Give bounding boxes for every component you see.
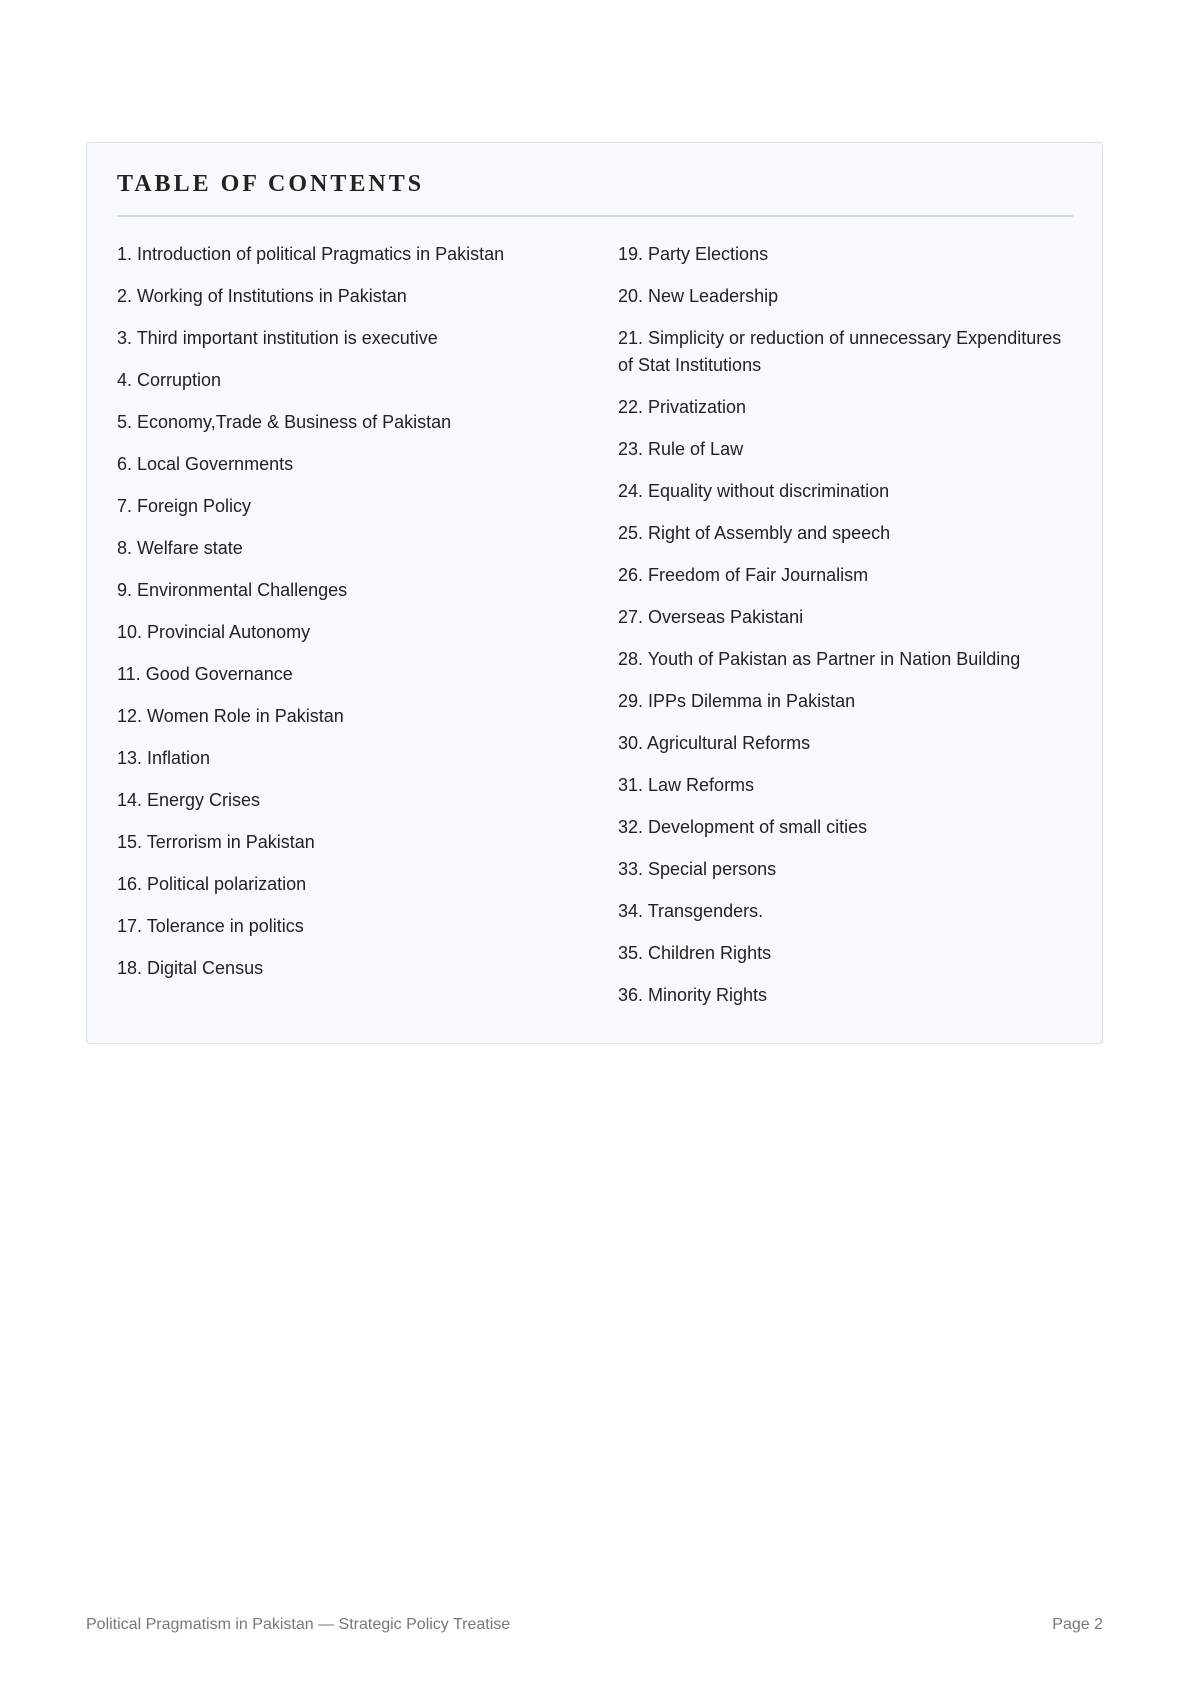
toc-entry[interactable]: 8. Welfare state — [117, 538, 243, 558]
toc-entry[interactable]: 18. Digital Census — [117, 958, 264, 978]
toc-entry[interactable]: 15. Terrorism in Pakistan — [117, 832, 315, 852]
toc-entry[interactable]: 34. Transgenders. — [618, 901, 764, 921]
toc-entry[interactable]: 4. Corruption — [117, 370, 222, 390]
toc-entry[interactable]: 35. Children Rights — [618, 943, 772, 963]
toc-entry[interactable]: 30. Agricultural Reforms — [618, 733, 811, 753]
toc-entry[interactable]: 10. Provincial Autonomy — [117, 622, 311, 642]
toc-entry[interactable]: 5. Economy,Trade & Business of Pakistan — [117, 412, 452, 432]
footer-page-number: Page 2 — [1052, 1616, 1103, 1633]
toc-right-column — [618, 241, 1078, 1024]
toc-entry[interactable]: 26. Freedom of Fair Journalism — [618, 565, 869, 585]
toc-entry[interactable]: 9. Environmental Challenges — [117, 580, 348, 600]
toc-entry[interactable]: 16. Political polarization — [117, 874, 307, 894]
toc-entry[interactable]: 36. Minority Rights — [618, 985, 768, 1005]
toc-left-column — [117, 241, 587, 997]
footer-document-title: Political Pragmatism in Pakistan — Strategic Policy Treatise — [86, 1616, 511, 1633]
toc-entry[interactable]: 20. New Leadership — [618, 286, 779, 306]
toc-entry[interactable]: 23. Rule of Law — [618, 439, 744, 459]
toc-entry[interactable]: 31. Law Reforms — [618, 775, 755, 795]
toc-entry[interactable]: 29. IPPs Dilemma in Pakistan — [618, 691, 856, 711]
toc-entry[interactable]: 32. Development of small cities — [618, 817, 868, 837]
toc-entry[interactable]: 24. Equality without discrimination — [618, 481, 890, 501]
toc-entry[interactable]: 17. Tolerance in politics — [117, 916, 304, 936]
toc-entry[interactable]: 14. Energy Crises — [117, 790, 261, 810]
toc-entry[interactable]: 28. Youth of Pakistan as Partner in Nation Building — [618, 649, 1021, 669]
toc-entry[interactable]: 7. Foreign Policy — [117, 496, 252, 516]
toc-entry[interactable]: 19. Party Elections — [618, 244, 769, 264]
toc-entry[interactable]: 22. Privatization — [618, 397, 747, 417]
toc-entry[interactable]: 11. Good Governance — [117, 664, 293, 684]
toc-entry[interactable]: 13. Inflation — [117, 748, 211, 768]
toc-entry[interactable]: 21. Simplicity or reduction of unnecessary Expenditures of Stat Institutions — [618, 328, 1062, 375]
toc-entry[interactable]: 1. Introduction of political Pragmatics in Pakistan — [117, 244, 505, 264]
toc-entry[interactable]: 3. Third important institution is executive — [117, 328, 438, 348]
toc-entry[interactable]: 6. Local Governments — [117, 454, 294, 474]
toc-entry[interactable]: 27. Overseas Pakistani — [618, 607, 804, 627]
toc-title: TABLE OF CONTENTS — [117, 171, 425, 197]
toc-entry[interactable]: 25. Right of Assembly and speech — [618, 523, 891, 543]
toc-entry[interactable]: 33. Special persons — [618, 859, 777, 879]
table-of-contents — [86, 142, 1103, 1044]
title-divider — [117, 215, 1073, 217]
toc-entry[interactable]: 12. Women Role in Pakistan — [117, 706, 344, 726]
toc-entry[interactable]: 2. Working of Institutions in Pakistan — [117, 286, 407, 306]
